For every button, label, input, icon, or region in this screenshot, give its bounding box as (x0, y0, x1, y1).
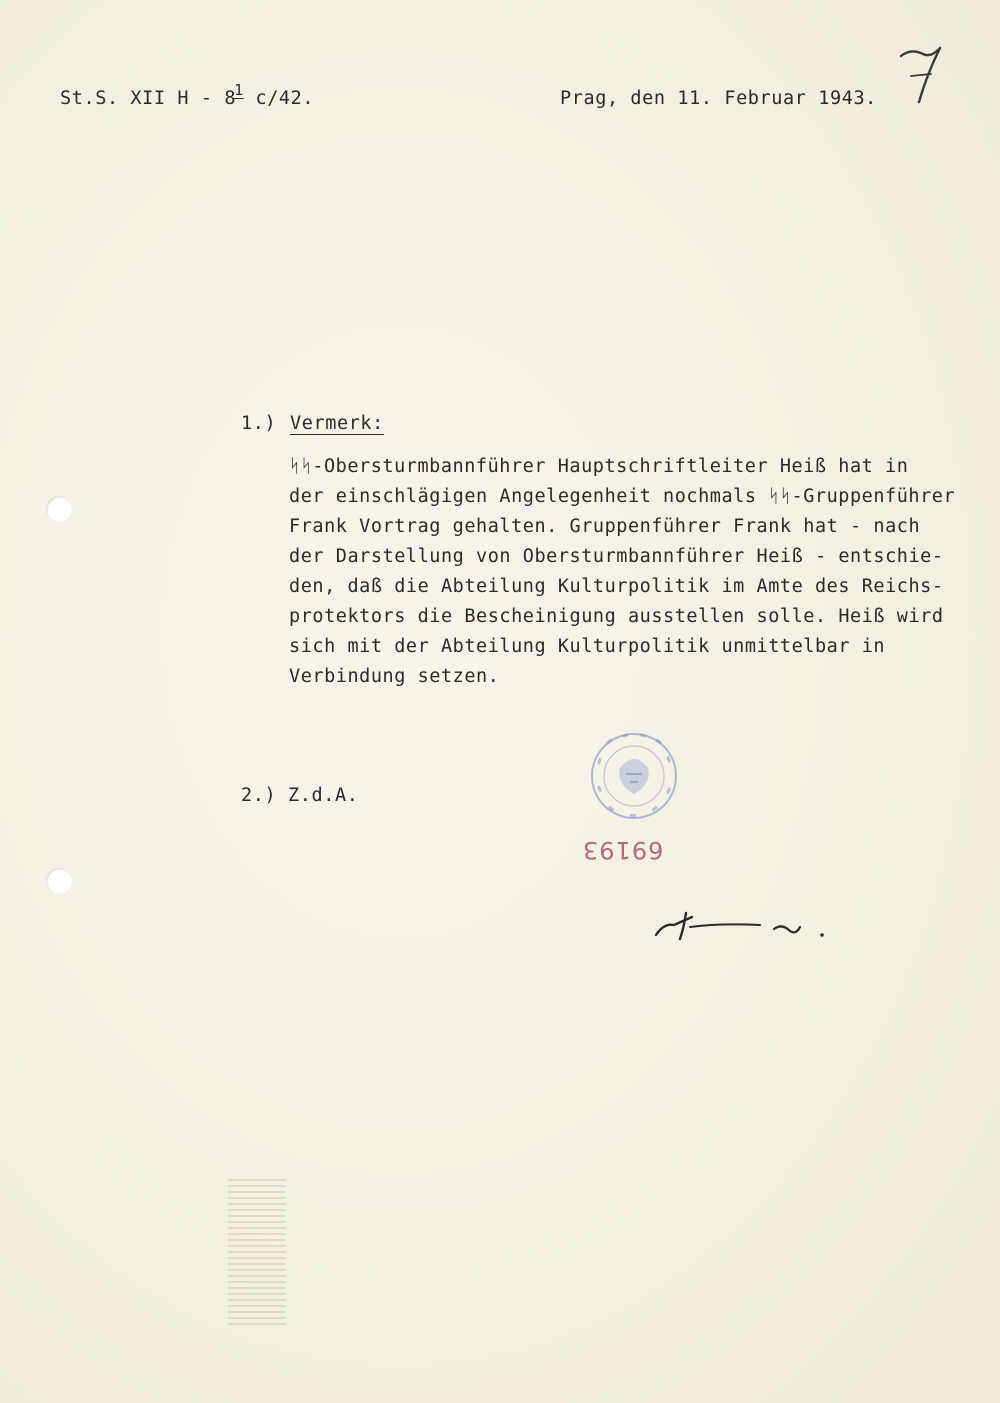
paper-smudge (228, 1175, 286, 1325)
reference-prefix: St.S. XII H - 8 (60, 88, 237, 109)
archive-seal-stamp (586, 728, 682, 824)
item-2-number: 2.) (241, 785, 277, 806)
item-1-title: Vermerk: (290, 413, 384, 434)
reference-superscript: 1 (234, 81, 244, 99)
reference-number (60, 81, 315, 114)
item-2-text: Z.d.A. (288, 785, 359, 806)
body-line: der einschlägigen Angelegenheit nochmals ᛋᛋ-Gruppenführer (289, 486, 956, 507)
body-line: protektors die Bescheinigung ausstellen solle. Heiß wird (289, 606, 944, 627)
body-line: ᛋᛋ-Obersturmbannführer Hauptschriftleiter Heiß hat in (289, 456, 909, 477)
punch-hole-top (46, 496, 72, 522)
folio-number-text: 7 (897, 25, 907, 44)
body-line: sich mit der Abteilung Kulturpolitik unmittelbar in (289, 636, 886, 657)
memo-body (289, 452, 979, 692)
reference-suffix: c/42. (243, 88, 315, 109)
item-1-number: 1.) (241, 413, 277, 434)
punch-hole-bottom (46, 868, 72, 894)
body-line: Frank Vortrag gehalten. Gruppenführer Frank hat - nach (289, 516, 921, 537)
archive-number-stamp: 69193 (582, 836, 664, 864)
body-line: der Darstellung von Obersturmbannführer Heiß - entschie- (289, 546, 944, 567)
folio-number-handwritten (897, 25, 945, 110)
place-and-date: Prag, den 11. Februar 1943. (560, 88, 877, 109)
body-line: Verbindung setzen. (289, 666, 500, 687)
body-line: den, daß die Abteilung Kulturpolitik im Amte des Reichs- (289, 576, 944, 597)
handwritten-signature (650, 905, 840, 945)
